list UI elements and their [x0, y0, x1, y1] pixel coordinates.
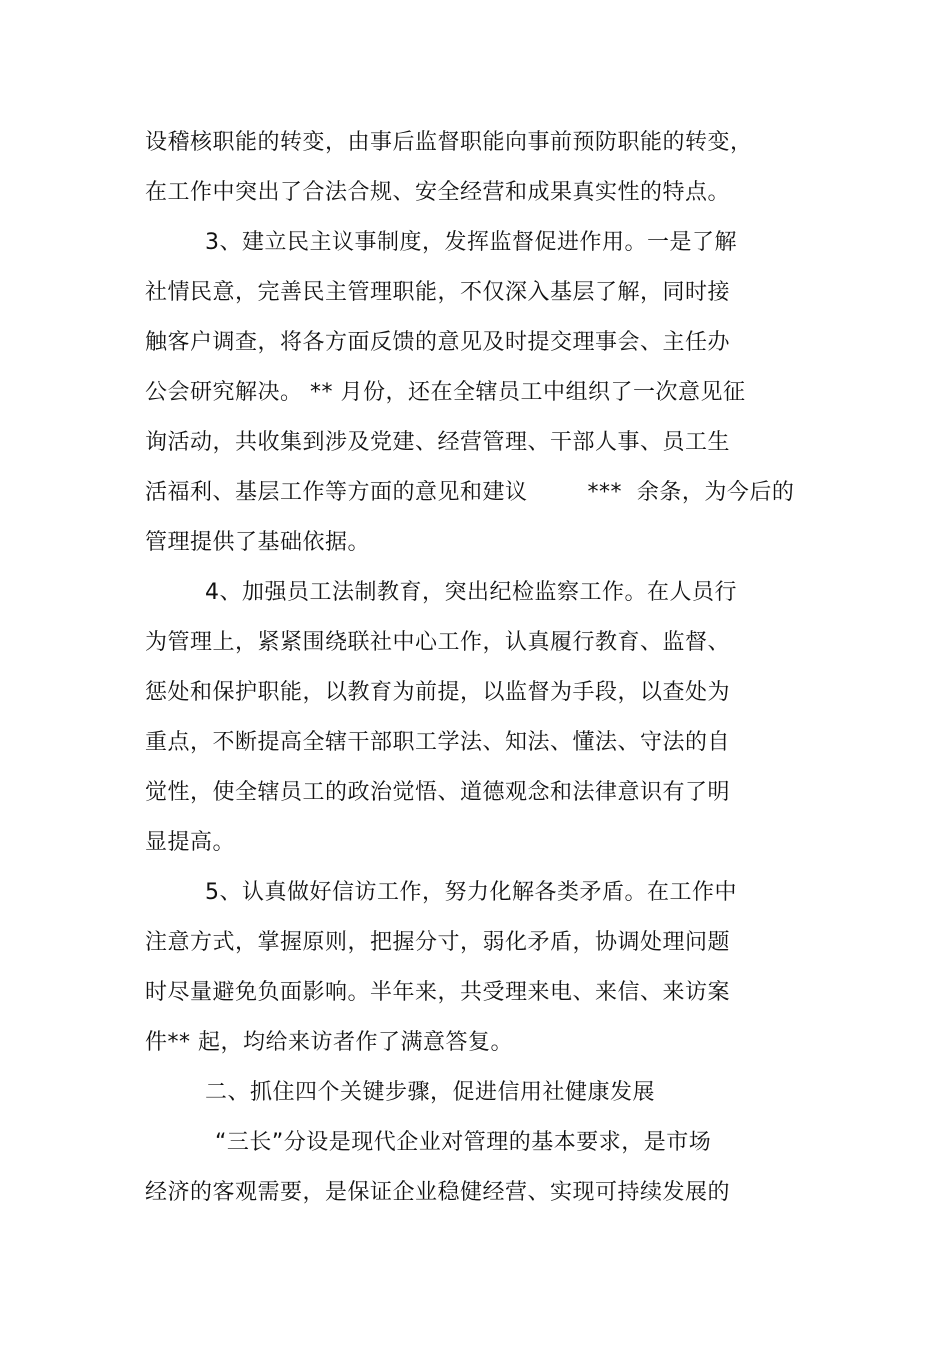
text-line: 活福利、基层工作等方面的意见和建议 *** 余条，为今后的	[145, 480, 795, 505]
paragraph-start-line: 5、认真做好信访工作，努力化解各类矛盾。在工作中	[205, 880, 737, 905]
text-line: 为管理上，紧紧围绕联社中心工作，认真履行教育、监督、	[145, 630, 731, 655]
text-line: 触客户调查，将各方面反馈的意见及时提交理事会、主任办	[145, 330, 731, 355]
text-line: 设稽核职能的转变，由事后监督职能向事前预防职能的转变，	[145, 130, 753, 155]
text-line: 社情民意，完善民主管理职能，不仅深入基层了解，同时接	[145, 280, 731, 305]
text-line: 显提高。	[145, 830, 236, 855]
text-line: 惩处和保护职能，以教育为前提，以监督为手段，以查处为	[145, 680, 731, 705]
text-line: 公会研究解决。 ** 月份，还在全辖员工中组织了一次意见征	[145, 380, 746, 405]
text-line: 询活动，共收集到涉及党建、经营管理、干部人事、员工生	[145, 430, 731, 455]
paragraph-start-line: “三长”分设是现代企业对管理的基本要求，是市场	[215, 1130, 712, 1155]
text-line: 时尽量避免负面影响。半年来，共受理来电、来信、来访案	[145, 980, 731, 1005]
text-line: 觉性，使全辖员工的政治觉悟、道德观念和法律意识有了明	[145, 780, 731, 805]
paragraph-start-line: 3、建立民主议事制度，发挥监督促进作用。一是了解	[205, 230, 737, 255]
paragraph-start-line: 4、加强员工法制教育，突出纪检监察工作。在人员行	[205, 580, 737, 605]
text-line: 管理提供了基础依据。	[145, 530, 371, 555]
text-line: 件** 起，均给来访者作了满意答复。	[145, 1030, 513, 1055]
text-line: 经济的客观需要，是保证企业稳健经营、实现可持续发展的	[145, 1180, 731, 1205]
section-heading: 二、抓住四个关键步骤，促进信用社健康发展	[205, 1080, 656, 1105]
text-line: 注意方式，掌握原则，把握分寸，弱化矛盾，协调处理问题	[145, 930, 731, 955]
text-line: 重点，不断提高全辖干部职工学法、知法、懂法、守法的自	[145, 730, 731, 755]
text-line: 在工作中突出了合法合规、安全经营和成果真实性的特点。	[145, 180, 731, 205]
